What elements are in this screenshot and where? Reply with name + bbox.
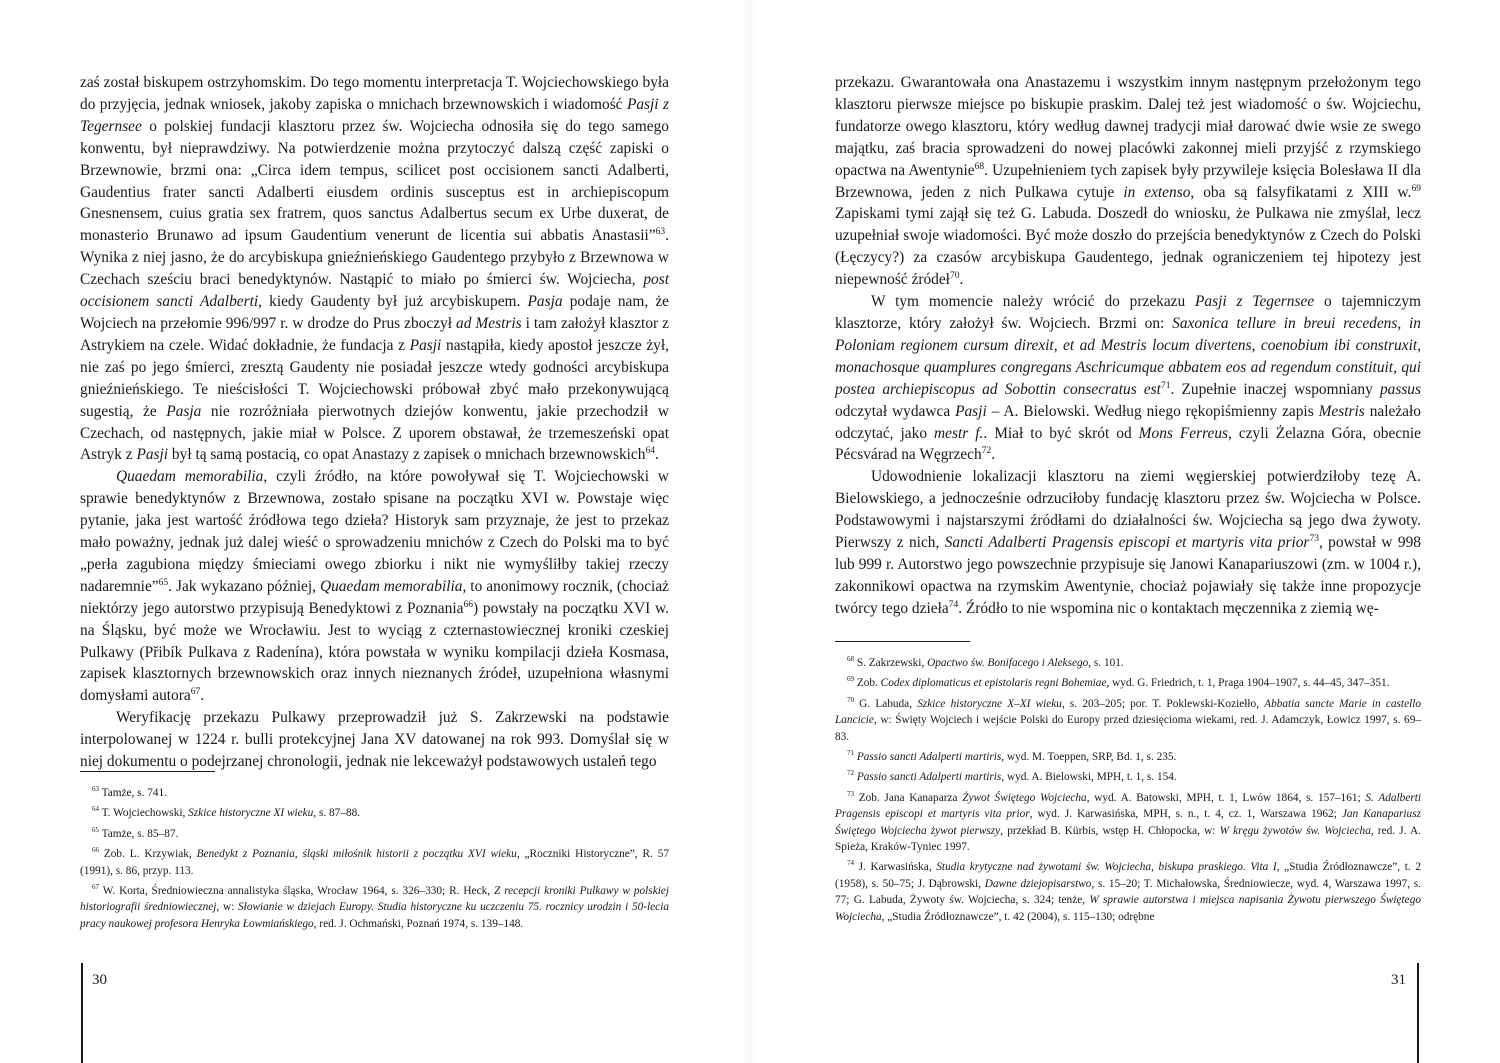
footnote	[835, 859, 1421, 925]
italic-text: Saxonica tellure in breui recedens, in Poloniam regionem cursum direxit, et ad Mestris locum divertens, coenobium ibi construxit, monachosque quamplures congregans Aschricumque abbatem eos ad regendum constituit, qui postea archiepiscopus ad Sobottin consecratus est	[835, 314, 1421, 398]
italic-text: in extenso	[1123, 183, 1191, 201]
italic-text: Quaedam memorabilia	[116, 468, 264, 486]
footnote-ref: 72	[847, 769, 854, 778]
left-footnotes	[80, 785, 669, 936]
footnote-ref: 66	[92, 846, 99, 855]
italic-text: ad Mestris	[456, 314, 522, 332]
paragraph	[835, 72, 1421, 291]
italic-text: Passio sancti Adalperti martiris	[856, 771, 1002, 784]
text-run: nastąpiła, kiedy apostoł jeszcze żył, nie zaś po jego śmierci, zresztą Gaudenty nie posiadał jeszcze wtedy godności arcybiskupa gnieźnieńskiego. Te nieścisłości T. Wojciechowski próbował zbyć mało przekonywującą sugestią, że	[80, 336, 669, 420]
text-run: . Zupełnie inaczej wspomniany	[1170, 380, 1380, 398]
text-run: .	[991, 446, 996, 464]
text-run: podaje nam, że Wojciech na przełomie 996/997 r. w drodze do Prus zboczył	[80, 293, 670, 332]
text-run: , czyli źródło, na które powoływał się T. Wojciechowski w sprawie benedyktynów z Brzewnowa, zostało spisane na początku XVI w. Powstaje więc pytanie, jaka jest wartość źródłowa tego dzieła? Historyk sam przyznaje, że jest to przekaz mało poważny, jednak już dalej wieść o sprowadzeniu mnichów z Czech do Polski ma to być „perła zagubiona między śmieciami owego zbiorku i nikt nie wymyśliłby takiej rzeczy nadaremnie”	[80, 468, 669, 595]
text-run: , w:	[216, 901, 239, 914]
footnote-ref: 70	[949, 270, 960, 282]
italic-text: Passio sancti Adalperti martiris	[856, 751, 1002, 764]
text-run: , kiedy Gaudenty był już arcybiskupem.	[258, 293, 528, 311]
text-run: S. Zakrzewski,	[854, 657, 928, 669]
paragraph	[80, 72, 669, 466]
text-run: , oba są falsyfikatami z XIII w.	[1190, 183, 1412, 201]
text-run: , red. J. Ochmański, Poznań 1974, s. 139–148.	[313, 917, 524, 930]
italic-text: Sancti Adalberti Pragensis episcopi et martyris vita prior	[944, 534, 1310, 552]
text-run: – A. Bielowski. Według niego rękopiśmienny zapis	[986, 402, 1319, 420]
footnote	[80, 883, 669, 932]
text-run: G. Labuda,	[854, 697, 918, 710]
italic-text: post occisionem sancti Adalberti	[80, 271, 669, 311]
text-run: . Źródło to nie wspomina nic o kontaktach męczennika z ziemią wę-	[958, 599, 1379, 617]
footnote	[80, 785, 669, 801]
text-run: , wyd. A. Batowski, MPH, t. 1, Lwów 1864, s. 157–161;	[1086, 791, 1366, 804]
text-run: . Jak wykazano później,	[168, 577, 320, 595]
italic-text: Mons Ferreus	[1138, 424, 1229, 442]
italic-text: Pasja	[166, 402, 202, 420]
paragraph	[80, 707, 669, 773]
text-run: W tym momencie należy wrócić do przekazu	[871, 293, 1196, 311]
footnote-separator	[80, 771, 215, 772]
italic-text: Studia krytyczne nad żywotami św. Wojciecha, biskupa praskiego. Vita I	[936, 861, 1277, 874]
italic-text: passus	[1379, 380, 1421, 398]
text-run: .	[200, 687, 205, 705]
text-run: o polskiej fundacji klasztoru przez św. Wojciecha odnosiła się do tego samego konwentu, był nieprawdziwy. Na potwierdzenie można przytoczyć dalszą część zapiski o Brzewnowie, brzmi ona: „Circa idem tempus, scilicet post occisionem sancti Adalberti, Gaudentius frater sancti Adalberti eiusdem ordinis susceptus est in archiepiscopum Gnesnensem, cuius gratia sex fratrem, quos sanctus Adalbertus secum ex Urbe duxerat, de monasterio Brunawo ad ipsum Gaudentium venerunt de licentia sui abbatis Anastasii”	[80, 117, 669, 245]
italic-text: Pasji	[955, 402, 987, 420]
text-run: i tam założył klasztor z Astrykiem na czele. Widać dokładnie, że fundacja z	[80, 314, 669, 354]
footnote-ref: 65	[158, 576, 169, 588]
italic-text: Pasji z Tegernsee	[1195, 293, 1315, 311]
text-run: odczytał wydawca	[835, 402, 956, 420]
text-run: , „Studia Źródłoznawcze”, t. 2 (1958), s. 50–75; J. Dąbrowski,	[835, 861, 1421, 890]
italic-text: Quaedam memorabilia,	[319, 577, 467, 595]
text-run: , czyli Żelazna Góra, obecnie Pécsvárad na Węgrzech	[835, 424, 1421, 464]
footnote-ref: 69	[847, 675, 854, 684]
text-run: . Miał to być skrót od	[983, 424, 1139, 442]
text-run: Zob. L. Krzywiak,	[99, 848, 197, 861]
text-run: .	[654, 446, 659, 464]
text-run: , red. J. A. Spieża, Kraków-Tyniec 1997.	[835, 824, 1421, 854]
footnote	[835, 790, 1421, 856]
footnote-ref: 71	[847, 749, 854, 758]
text-run: o tajemniczym klasztorze, który założył św. Wojciech. Brzmi on:	[835, 293, 1421, 332]
italic-text: S. Adalberti Pragensis episcopi et martyris vita prior	[835, 791, 1422, 821]
footnote-ref: 65	[92, 826, 99, 835]
footnote-ref: 68	[847, 655, 854, 664]
text-run: W. Korta, Średniowieczna annalistyka śląska, Wrocław 1964, s. 326–330; R. Heck,	[99, 885, 494, 898]
text-run: Zob.	[854, 677, 881, 690]
page-number: 31	[1391, 972, 1406, 988]
footnote-ref: 71	[1160, 379, 1171, 391]
paragraph	[835, 466, 1421, 619]
text-run: Tamże, s. 741.	[99, 787, 168, 799]
footnote	[80, 826, 669, 842]
text-run: , s. 15–20; T. Michałowska, Średniowiecze, wyd. 4, Warszawa 1997, s. 77; G. Labuda, Żywoty św. Wojciecha, s. 324; tenże,	[835, 877, 1421, 907]
text-run: , s. 87–88.	[313, 807, 361, 820]
margin-line	[1417, 963, 1419, 1063]
text-run: Tamże, s. 85–87.	[99, 827, 179, 840]
text-run: przekazu. Gwarantowała ona Anastazemu i wszystkim innym następnym przełożonym tego klasztoru pierwsze miejsce po biskupie praskim. Dalej też jest wiadomość o św. Wojciechu, fundatorze owego klasztoru, który według dawnej tradycji miał darować dwie wsie ze swego majątku, zaś bracia sprowadzeni do nowej placówki zakonnej mieli przyjść z rzymskiego opactwa na Awentynie	[835, 74, 1421, 179]
text-run: zaś został biskupem ostrzyhomskim. Do tego momentu interpretacja T. Wojciechowskiego była do przyjęcia, jednak wniosek, jakoby zapiska o mnichach brzewnowskich i wiadomość	[80, 74, 669, 113]
italic-text: Codex diplomaticus et epistolaris regni Bohemiae	[880, 677, 1107, 690]
italic-text: Pasji	[409, 336, 442, 354]
text-run: to anonimowy rocznik, (chociaż niektórzy jego autorstwo przypisują Benedyktowi z Poznania	[80, 577, 669, 617]
text-run: był tą samą postacią, co opat Anastazy z zapisek o mnichach brzewnowskich	[168, 446, 646, 464]
italic-text: Jan Kanapariusz Świętego Wojciecha żywot pierwszy	[835, 808, 1421, 837]
italic-text: Z recepcji kroniki Pulkawy w polskiej historiografii średniowiecznej	[80, 885, 669, 914]
text-run: , wyd. G. Friedrich, t. 1, Praga 1904–1907, s. 44–45, 347–351.	[1106, 677, 1390, 690]
footnote-ref: 67	[92, 883, 99, 892]
paragraph	[835, 291, 1421, 466]
text-run: J. Karwasińska,	[854, 861, 937, 874]
text-run: . Wynika z niej jasno, że do arcybiskupa gnieźnieńskiego Gaudentego przybyło z Brzewnowa w Czechach sześciu braci benedyktynów. Nastąpić to miało po śmierci św. Wojciecha,	[80, 227, 669, 289]
paragraph	[80, 466, 669, 707]
footnote-ref: 64	[92, 805, 99, 814]
footnote-ref: 67	[190, 686, 201, 698]
right-footnotes	[835, 655, 1421, 929]
right-body-text	[835, 72, 1421, 620]
footnote-ref: 63	[655, 226, 666, 238]
footnote	[80, 805, 669, 821]
footnote-ref: 64	[645, 445, 655, 457]
text-run: , przekład B. Kürbis, wstęp H. Chłopocka, w:	[1000, 824, 1220, 837]
footnote-ref: 68	[974, 160, 985, 172]
footnote-ref: 73	[847, 790, 854, 799]
italic-text: Słowianie w dziejach Europy. Studia historyczne ku uczczeniu 75. rocznicy urodzin i 50-lecia pracy naukowej profesora Henryka Łowmiańskiego	[80, 901, 669, 930]
footnote-ref: 69	[1411, 182, 1422, 194]
italic-text: Szkice historyczne XI wieku	[188, 807, 314, 820]
right-page	[750, 0, 1500, 1063]
footnote-separator	[835, 641, 970, 642]
margin-line	[81, 963, 83, 1063]
italic-text: W kręgu żywotów św. Wojciecha	[1219, 824, 1371, 837]
italic-text: Benedykt z Poznania, śląski miłośnik historii z początku XVI wieku	[196, 848, 517, 861]
text-run: , „Roczniki Historyczne”, R. 57 (1991), s. 86, przyp. 113.	[80, 848, 669, 877]
italic-text: Mestris	[1318, 402, 1365, 420]
left-body-text	[80, 72, 669, 773]
text-run: , w: Święty Wojciech i wejście Polski do Europy przed dziesięcioma wiekami, red. J. Adamczyk, Łowicz 1997, s. 69–83.	[835, 714, 1421, 743]
italic-text: Dawne dziejopisarstwo	[984, 877, 1092, 890]
text-run: .	[959, 271, 964, 289]
italic-text: mestr f.	[934, 424, 984, 442]
footnote-ref: 74	[847, 859, 854, 868]
text-run: T. Wojciechowski,	[99, 807, 189, 820]
italic-text: Pasji	[136, 446, 169, 464]
text-run: . Uzupełnieniem tych zapisek były przywileje księcia Bolesława II dla Brzewnowa, jeden z nich Pulkawa cytuje	[835, 161, 1421, 201]
text-run: ) powstały na początku XVI w. na Śląsku, być może we Wrocławiu. Jest to wyciąg z czternastowiecznej kroniki czeskiej Pulkawy (Přibík Pulkava z Radenína), która powstała w wyniku kompilacji dzieła Kosmasa, zapisek klasztornych brzewnowskich oraz innych nieznanych źródeł, uzupełniona własnymi domysłami autora	[80, 599, 669, 705]
footnote	[835, 655, 1421, 671]
text-run: , s. 203–205; por. T. Poklewski-Koziełło,	[1061, 697, 1265, 710]
text-run: nie rozróżniała pierwotnych dziejów konwentu, jakie przechodził w Czechach, od następnych, jakie miał w Polsce. Z uporem obstawał, że trzemeszeński opat Astryk z	[80, 402, 669, 464]
text-run: , „Studia Źródłoznawcze”, t. 42 (2004), s. 115–130; odrębne	[881, 910, 1155, 923]
page-number: 30	[92, 972, 107, 988]
italic-text: Pasji z Tegernsee	[80, 95, 669, 135]
footnote-ref: 66	[463, 598, 473, 610]
footnote-ref: 63	[92, 785, 99, 794]
footnote	[835, 696, 1421, 745]
italic-text: Pasja	[527, 293, 563, 311]
italic-text: Opactwo św. Bonifacego i Aleksego	[927, 657, 1089, 669]
text-run: , wyd. J. Karwasińska, MPH, s. n., t. 4, cz. 1, Warszawa 1962;	[1029, 808, 1342, 821]
footnote	[835, 769, 1421, 785]
footnote-ref: 74	[948, 598, 959, 610]
text-run: , powstał w 998 lub 999 r. Autorstwo jego powszechnie przypisuje się Janowi Kanapariuszowi (zm. w 1004 r.), zakonnikowi opactwa na rzymskim Awentynie, chociaż pojawiały się także inne propozycje twórcy tego dzieła	[835, 534, 1421, 617]
italic-text: Abbatia sancte Marie in castello Lancicie	[835, 697, 1422, 727]
footnote-ref: 70	[847, 696, 854, 705]
footnote	[835, 749, 1421, 765]
text-run: , s. 101.	[1088, 657, 1124, 669]
footnote-ref: 73	[1309, 532, 1319, 544]
italic-text: W sprawie autorstwa i miejsca napisania Żywotu pierwszego Świętego Wojciecha	[835, 894, 1421, 923]
footnote	[835, 675, 1421, 691]
italic-text: Żywot Świętego Wojciecha	[962, 791, 1087, 804]
text-run: , wyd. M. Toeppen, SRP, Bd. 1, s. 235.	[1001, 751, 1177, 764]
footnote	[80, 846, 669, 879]
text-run: Zob. Jana Kanaparza	[854, 791, 963, 804]
footnote-ref: 72	[981, 445, 992, 457]
text-run: , wyd. A. Bielowski, MPH, t. 1, s. 154.	[1001, 771, 1177, 784]
italic-text: Szkice historyczne X–XI wieku	[917, 697, 1062, 710]
text-run: należało odczytać, jako	[835, 402, 1421, 442]
text-run: Udowodnienie lokalizacji klasztoru na ziemi węgierskiej potwierdziłoby tezę A. Bielowskiego, a jednocześnie odrzuciłoby fundację klasztoru przez św. Wojciecha w Polsce. Podstawowymi i najstarszymi źródłami do działalności św. Wojciecha są jego dwa żywoty. Pierwszy z nich,	[835, 468, 1421, 552]
text-run: Weryfikację przekazu Pulkawy przeprowadził już S. Zakrzewski na podstawie interpolowanej w 1224 r. bulli protekcyjnej Jana XV datowanej na rok 993. Domyślał się w niej dokumentu o podejrzanej chronologii, jednak nie lekceważył podstawowych ustaleń tego	[80, 709, 669, 771]
text-run: Zapiskami tymi zajął się też G. Labuda. Doszedł do wniosku, że Pulkawa nie zmyślał, lecz uzupełniał swoje wiadomości. Być może doszło do przejścia benedyktynów z Czech do Polski (Łęczycy?) za czasów arcybiskupa Gaudentego, jednak ograniczeniem tej hipotezy jest niepewność źródeł	[835, 205, 1421, 289]
